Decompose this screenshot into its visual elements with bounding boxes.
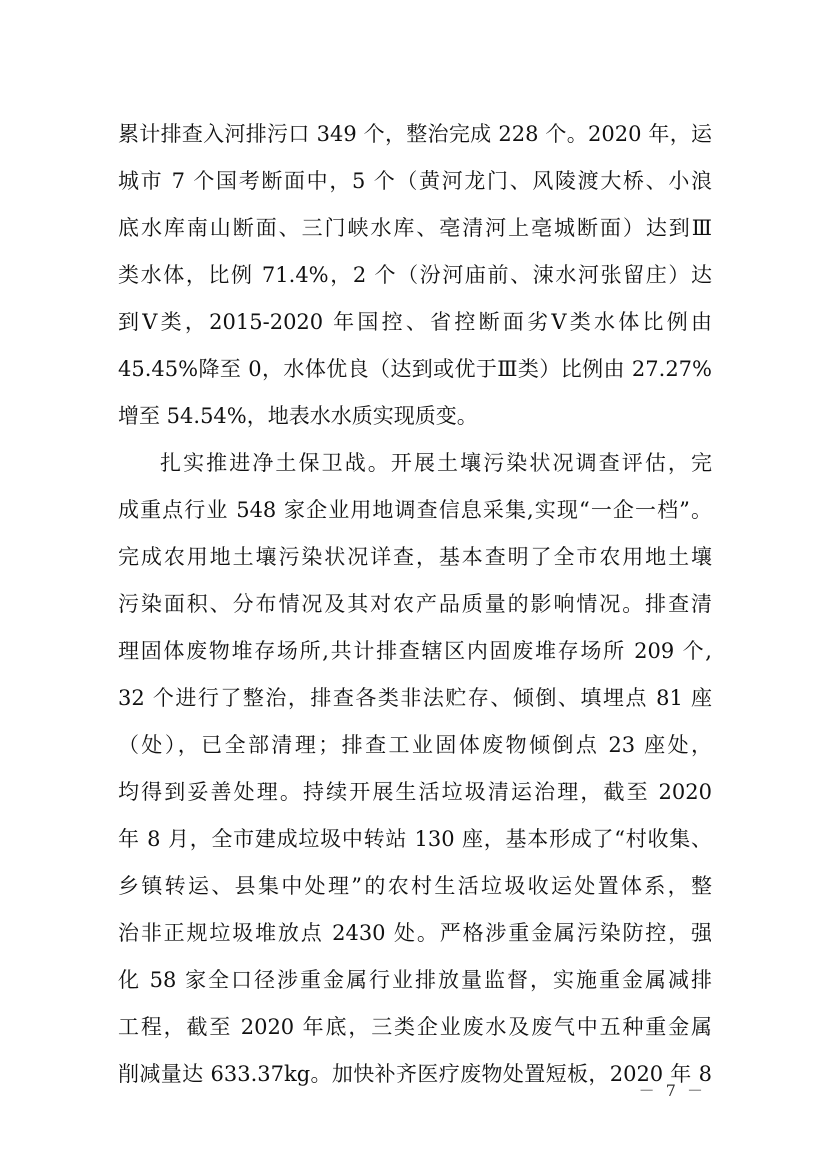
text-line: 增至 54.54%，地表水水质实现质变。 bbox=[118, 404, 478, 428]
text-line: 完成农用地土壤污染状况详查，基本查明了全市农用地土壤 bbox=[118, 545, 712, 569]
text-line: 成重点行业 548 家企业用地调查信息采集,实现“一企一档”。 bbox=[118, 498, 712, 522]
text-line: 32 个进行了整治，排查各类非法贮存、倾倒、填埋点 81 座 bbox=[118, 686, 712, 710]
text-line: 底水库南山断面、三门峡水库、亳清河上亳城断面）达到Ⅲ bbox=[118, 216, 712, 240]
text-line: 年 8 月，全市建成垃圾中转站 130 座，基本形成了“村收集、 bbox=[118, 827, 712, 851]
text-line: 城市 7 个国考断面中，5 个（黄河龙门、风陵渡大桥、小浪 bbox=[118, 169, 712, 193]
paragraph-start-line: 扎实推进净土保卫战。开展土壤污染状况调查评估，完 bbox=[160, 451, 712, 475]
page-number: － 7 － bbox=[638, 1081, 706, 1100]
text-line: 化 58 家全口径涉重金属行业排放量监督，实施重金属减排 bbox=[118, 968, 712, 992]
text-line: 均得到妥善处理。持续开展生活垃圾清运治理，截至 2020 bbox=[118, 780, 712, 804]
text-line: 累计排查入河排污口 349 个，整治完成 228 个。2020 年，运 bbox=[118, 122, 712, 146]
text-line: 类水体，比例 71.4%，2 个（汾河庙前、涑水河张留庄）达 bbox=[118, 263, 712, 287]
text-line: 工程，截至 2020 年底，三类企业废水及废气中五种重金属 bbox=[118, 1015, 712, 1039]
page-number-footer bbox=[0, 1078, 826, 1101]
body-text bbox=[118, 111, 712, 1098]
text-line: （处），已全部清理；排查工业固体废物倾倒点 23 座处， bbox=[118, 733, 712, 757]
text-line: 削减量达 633.37kg。加快补齐医疗废物处置短板，2020 年 8 bbox=[118, 1062, 712, 1086]
text-line: 45.45%降至 0，水体优良（达到或优于Ⅲ类）比例由 27.27% bbox=[118, 357, 712, 381]
text-line: 乡镇转运、县集中处理”的农村生活垃圾收运处置体系，整 bbox=[118, 874, 712, 898]
text-line: 污染面积、分布情况及其对农产品质量的影响情况。排查清 bbox=[118, 592, 712, 616]
text-line: 治非正规垃圾堆放点 2430 处。严格涉重金属污染防控，强 bbox=[118, 921, 712, 945]
text-line: 理固体废物堆存场所,共计排查辖区内固废堆存场所 209 个, bbox=[118, 639, 712, 663]
text-line: 到Ⅴ类，2015-2020 年国控、省控断面劣Ⅴ类水体比例由 bbox=[118, 310, 712, 334]
